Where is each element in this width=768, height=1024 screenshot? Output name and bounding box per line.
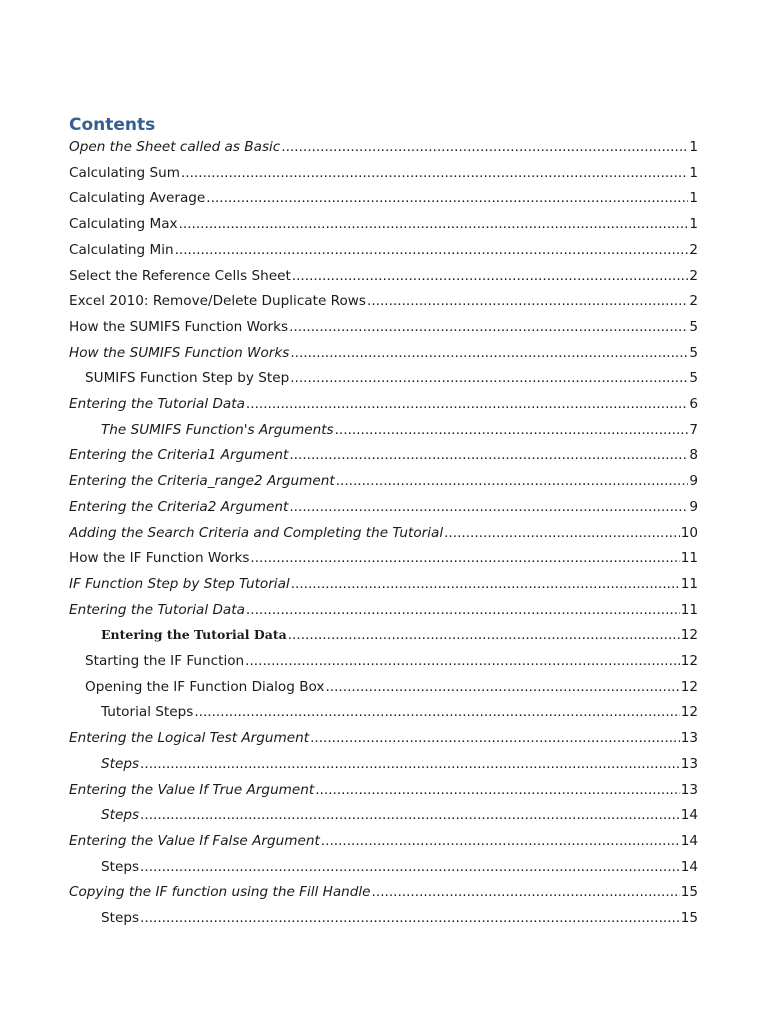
toc-entry[interactable] xyxy=(69,265,698,287)
toc-dot-leader xyxy=(289,444,688,466)
toc-entry-page-number: 6 xyxy=(689,396,698,412)
toc-entry[interactable] xyxy=(69,599,698,621)
toc-entry-page-number: 2 xyxy=(689,267,698,284)
toc-entry[interactable] xyxy=(101,624,698,646)
toc-entry[interactable] xyxy=(69,547,698,569)
toc-entry-title: Steps xyxy=(101,807,140,824)
toc-entry[interactable] xyxy=(101,419,698,441)
toc-entry-page-number: 1 xyxy=(689,216,698,233)
toc-dot-leader xyxy=(250,547,679,569)
toc-entry[interactable] xyxy=(85,650,698,672)
toc-entry-title: How the SUMIFS Function Works xyxy=(69,344,290,361)
toc-entry-page-number: 7 xyxy=(689,421,698,438)
toc-dot-leader xyxy=(140,753,680,775)
toc-entry-page-number: 1 xyxy=(689,139,698,155)
toc-entry[interactable] xyxy=(69,444,698,466)
toc-dot-leader xyxy=(140,804,680,826)
toc-entry-page-number: 14 xyxy=(680,832,698,849)
toc-entry-page-number: 10 xyxy=(680,524,698,541)
toc-entry[interactable] xyxy=(101,804,698,826)
toc-entry[interactable] xyxy=(69,342,698,364)
toc-entry-page-number: 2 xyxy=(689,293,698,310)
toc-dot-leader xyxy=(175,239,689,261)
toc-entry-page-number: 11 xyxy=(680,550,698,567)
toc-entry-title: Copying the IF function using the Fill Handle xyxy=(69,884,371,901)
toc-entry[interactable] xyxy=(69,830,698,852)
toc-dot-leader xyxy=(290,367,688,389)
toc-dot-leader xyxy=(372,881,680,903)
toc-entry-page-number: 13 xyxy=(680,755,698,772)
toc-entry[interactable] xyxy=(69,573,698,595)
toc-entry[interactable] xyxy=(69,727,698,749)
toc-entry-title: Entering the Criteria1 Argument xyxy=(69,447,289,464)
toc-entry-title: Starting the IF Function xyxy=(85,653,245,669)
toc-dot-leader xyxy=(336,470,689,492)
toc-dot-leader xyxy=(291,573,680,595)
toc-entry-title: Entering the Logical Test Argument xyxy=(69,730,310,747)
toc-dot-leader xyxy=(289,316,688,338)
toc-entry-title: Opening the IF Function Dialog Box xyxy=(85,678,325,695)
toc-entry[interactable] xyxy=(69,496,698,518)
toc-entry-title: The SUMIFS Function's Arguments xyxy=(101,421,334,438)
toc-entry-page-number: 14 xyxy=(680,807,698,824)
toc-entry-page-number: 1 xyxy=(689,164,698,181)
toc-entry[interactable] xyxy=(69,779,698,801)
toc-dot-leader xyxy=(245,650,680,672)
toc-entry[interactable] xyxy=(69,187,698,209)
toc-entry[interactable] xyxy=(69,393,698,415)
toc-entry-title: Steps xyxy=(101,858,140,875)
toc-entry-page-number: 5 xyxy=(689,318,698,335)
toc-entry-page-number: 5 xyxy=(689,370,698,387)
toc-entry-title: How the IF Function Works xyxy=(69,550,250,567)
toc-entry[interactable] xyxy=(101,856,698,878)
toc-entry[interactable] xyxy=(69,316,698,338)
toc-heading: Contents xyxy=(69,115,156,135)
toc-entry[interactable] xyxy=(101,753,698,775)
toc-dot-leader xyxy=(288,624,680,646)
toc-dot-leader xyxy=(290,342,688,364)
toc-entry[interactable] xyxy=(69,136,698,158)
toc-entry-title: Entering the Tutorial Data xyxy=(69,601,245,618)
toc-entry-title: Steps xyxy=(101,910,140,926)
toc-entry[interactable] xyxy=(69,881,698,903)
toc-entry[interactable] xyxy=(69,213,698,235)
toc-entry-page-number: 8 xyxy=(689,447,698,464)
toc-entry-page-number: 13 xyxy=(680,730,698,747)
toc-entry-title: Calculating Sum xyxy=(69,164,180,181)
toc-entry-page-number: 12 xyxy=(680,678,698,695)
toc-entry-page-number: 9 xyxy=(689,473,698,490)
toc-entry[interactable] xyxy=(101,701,698,723)
toc-entry-title: Calculating Average xyxy=(69,190,206,207)
toc-entry-title: Entering the Value If True Argument xyxy=(69,781,315,798)
toc-entry[interactable] xyxy=(69,162,698,184)
toc-dot-leader xyxy=(292,265,689,287)
toc-entry-page-number: 12 xyxy=(680,704,698,721)
toc-entry[interactable] xyxy=(69,239,698,261)
toc-entry-title: Tutorial Steps xyxy=(101,704,194,721)
toc-dot-leader xyxy=(246,393,688,415)
toc-entry-title: IF Function Step by Step Tutorial xyxy=(69,575,290,592)
toc-entry-title: Steps xyxy=(101,755,140,772)
toc-dot-leader xyxy=(140,856,680,878)
toc-entry-page-number: 1 xyxy=(689,190,698,207)
toc-entry-page-number: 12 xyxy=(680,653,698,669)
toc-entry-title: Excel 2010: Remove/Delete Duplicate Rows xyxy=(69,293,366,310)
toc-dot-leader xyxy=(181,162,688,184)
toc-dot-leader xyxy=(289,496,688,518)
toc-entry-page-number: 12 xyxy=(680,627,698,644)
toc-dot-leader xyxy=(325,676,679,698)
toc-entry[interactable] xyxy=(69,290,698,312)
toc-entry-page-number: 13 xyxy=(680,781,698,798)
toc-entry-page-number: 5 xyxy=(689,344,698,361)
toc-dot-leader xyxy=(310,727,680,749)
toc-dot-leader xyxy=(246,599,680,621)
toc-entry-page-number: 11 xyxy=(680,601,698,618)
toc-dot-leader xyxy=(140,907,680,929)
toc-entry-title: Entering the Tutorial Data xyxy=(101,627,287,643)
toc-dot-leader xyxy=(315,779,679,801)
toc-entry-title: SUMIFS Function Step by Step xyxy=(85,370,290,387)
toc-dot-leader xyxy=(206,187,688,209)
toc-entry-title: Entering the Criteria2 Argument xyxy=(69,498,289,515)
toc-dot-leader xyxy=(335,419,689,441)
toc-entry[interactable] xyxy=(101,907,698,929)
toc-dot-leader xyxy=(367,290,688,312)
toc-entry-title: Calculating Max xyxy=(69,216,178,233)
toc-entry-title: Calculating Min xyxy=(69,241,174,258)
toc-entry-title: Entering the Criteria_range2 Argument xyxy=(69,473,335,490)
toc-entry-page-number: 14 xyxy=(680,858,698,875)
toc-entry[interactable] xyxy=(85,676,698,698)
toc-dot-leader xyxy=(179,213,689,235)
toc-entry-title: How the SUMIFS Function Works xyxy=(69,318,289,335)
toc-dot-leader xyxy=(281,136,688,158)
toc-entry[interactable] xyxy=(69,522,698,544)
toc-entry-page-number: 11 xyxy=(680,575,698,592)
toc-entry-page-number: 9 xyxy=(689,498,698,515)
toc-entry-title: Select the Reference Cells Sheet xyxy=(69,267,291,284)
toc-entry[interactable] xyxy=(69,470,698,492)
toc-entry-title: Open the Sheet called as Basic xyxy=(69,139,281,155)
toc-entry-title: Entering the Value If False Argument xyxy=(69,832,320,849)
toc-entry[interactable] xyxy=(85,367,698,389)
toc-dot-leader xyxy=(444,522,680,544)
toc-entry-page-number: 15 xyxy=(680,910,698,926)
toc-entry-page-number: 2 xyxy=(689,241,698,258)
toc-entry-title: Entering the Tutorial Data xyxy=(69,396,245,412)
toc-entry-title: Adding the Search Criteria and Completing the Tutorial xyxy=(69,524,444,541)
toc-dot-leader xyxy=(321,830,680,852)
toc-entry-page-number: 15 xyxy=(680,884,698,901)
toc-dot-leader xyxy=(194,701,679,723)
